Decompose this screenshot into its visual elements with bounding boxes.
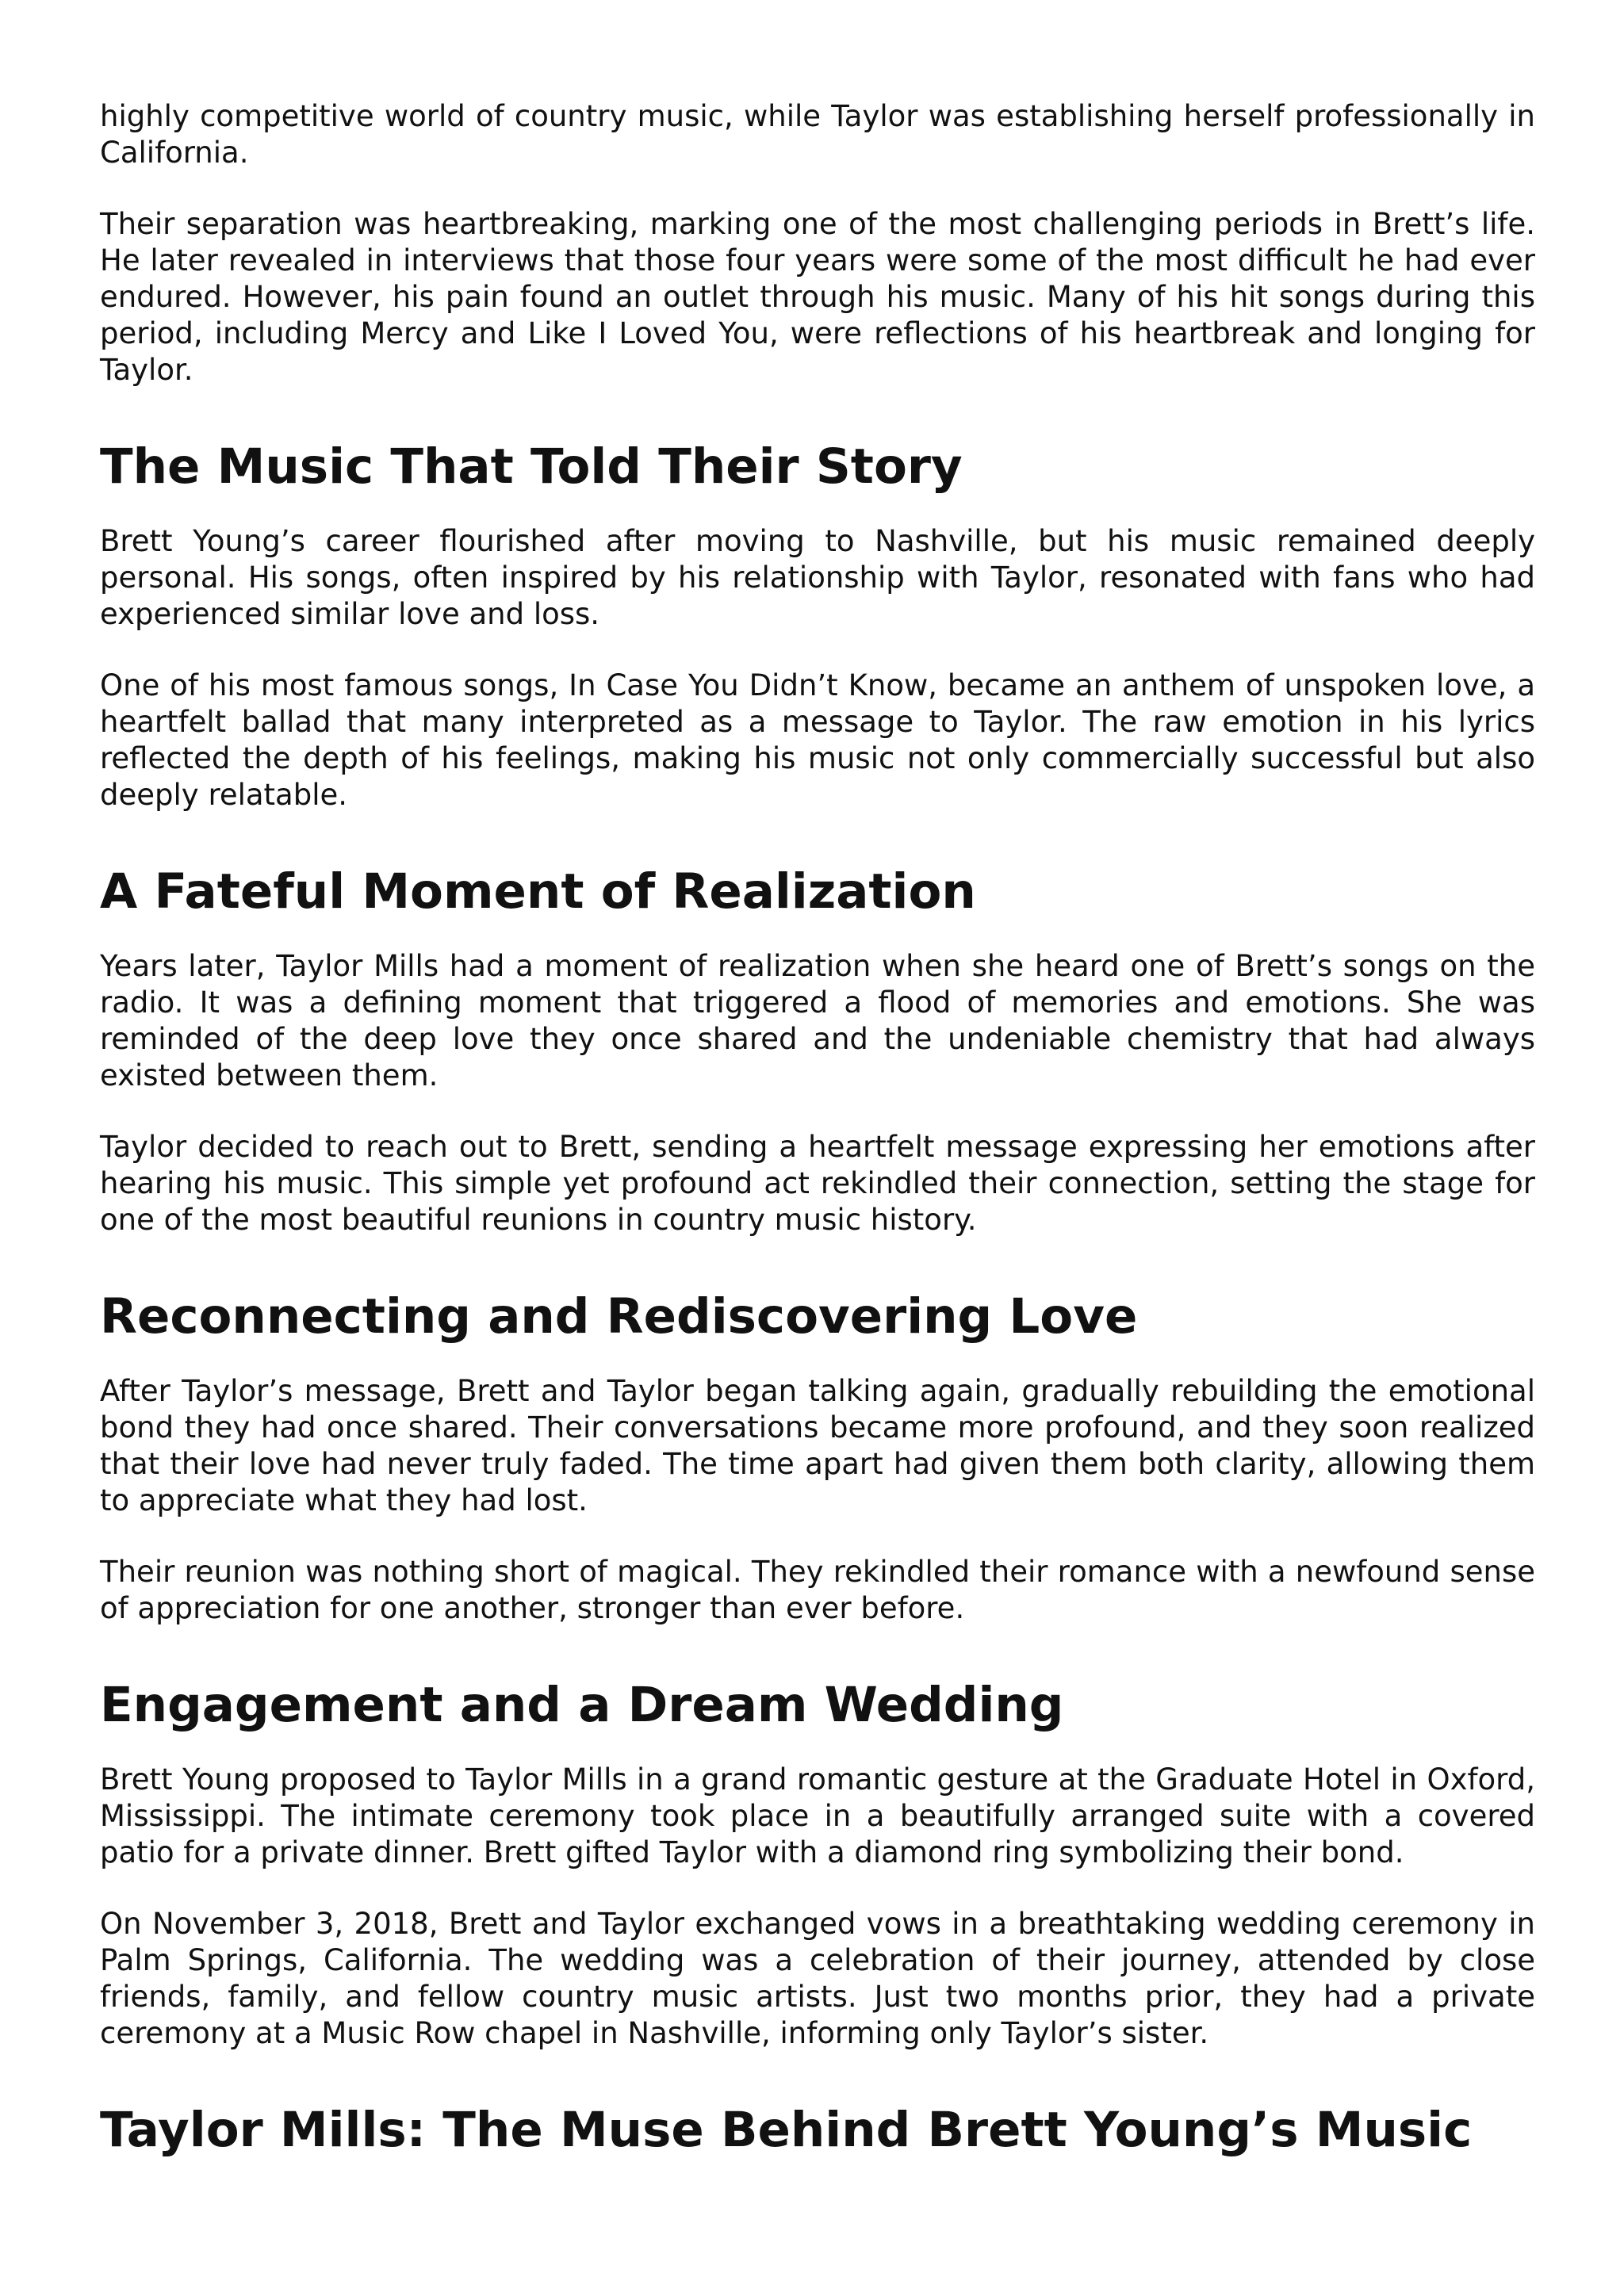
section-heading: Engagement and a Dream Wedding <box>100 1677 1064 1733</box>
section-paragraph: One of his most famous songs, In Case You Didn’t Know, became an anthem of unspoken love, a heartfelt ballad that many interpreted as a message to Taylor. The raw emotion in his lyrics reflected the depth of his feelings, making his music not only commercially successful but also deeply relatable. <box>100 668 1535 812</box>
section-paragraph: Years later, Taylor Mills had a moment of realization when she heard one of Brett’s songs on the radio. It was a defining moment that triggered a flood of memories and emotions. She was reminded of the deep love they once shared and the undeniable chemistry that had always existed between them. <box>100 949 1535 1093</box>
section-heading: Reconnecting and Rediscovering Love <box>100 1288 1138 1345</box>
section-heading: A Fateful Moment of Realization <box>100 863 976 920</box>
section-paragraph: Taylor decided to reach out to Brett, sending a heartfelt message expressing her emotions after hearing his music. This simple yet profound act rekindled their connection, setting the stage for one of the most beautiful reunions in country music history. <box>100 1130 1535 1237</box>
section-heading: The Music That Told Their Story <box>100 438 963 495</box>
section-music-story <box>100 438 1535 813</box>
section-paragraph: Brett Young’s career flourished after moving to Nashville, but his music remained deeply personal. His songs, often inspired by his relationship with Taylor, resonated with fans who had experienced similar love and loss. <box>100 524 1535 631</box>
section-reconnecting <box>100 1288 1535 1627</box>
intro-paragraph-2: Their separation was heartbreaking, marking one of the most challenging periods in Brett’s life. He later revealed in interviews that those four years were some of the most difficult he had ever endured. However, his pain found an outlet through his music. Many of his hit songs during this period, including Mercy and Like I Loved You, were reflections of his heartbreak and longing for Taylor. <box>100 207 1535 387</box>
section-paragraph: Their reunion was nothing short of magical. They rekindled their romance with a newfound sense of appreciation for one another, stronger than ever before. <box>100 1555 1535 1625</box>
document-page <box>100 98 1535 2187</box>
section-paragraph: Brett Young proposed to Taylor Mills in a grand romantic gesture at the Graduate Hotel in Oxford, Mississippi. The intimate ceremony took place in a beautifully arranged suite with a covered patio for a private dinner. Brett gifted Taylor with a diamond ring symbolizing their bond. <box>100 1762 1535 1869</box>
section-engagement <box>100 1676 1535 2052</box>
intro-block <box>100 98 1535 388</box>
section-realization <box>100 863 1535 1238</box>
section-muse <box>100 2101 1535 2160</box>
intro-paragraph-1: highly competitive world of country music, while Taylor was establishing herself professionally in California. <box>100 99 1535 170</box>
section-paragraph: On November 3, 2018, Brett and Taylor exchanged vows in a breathtaking wedding ceremony in Palm Springs, California. The wedding was a celebration of their journey, attended by close friends, family, and fellow country music artists. Just two months prior, they had a private ceremony at a Music Row chapel in Nashville, informing only Taylor’s sister. <box>100 1907 1535 2050</box>
section-heading: Taylor Mills: The Muse Behind Brett Young’s Music <box>100 2102 1473 2158</box>
section-paragraph: After Taylor’s message, Brett and Taylor began talking again, gradually rebuilding the emotional bond they had once shared. Their conversations became more profound, and they soon realized that their love had never truly faded. The time apart had given them both clarity, allowing them to appreciate what they had lost. <box>100 1374 1535 1517</box>
